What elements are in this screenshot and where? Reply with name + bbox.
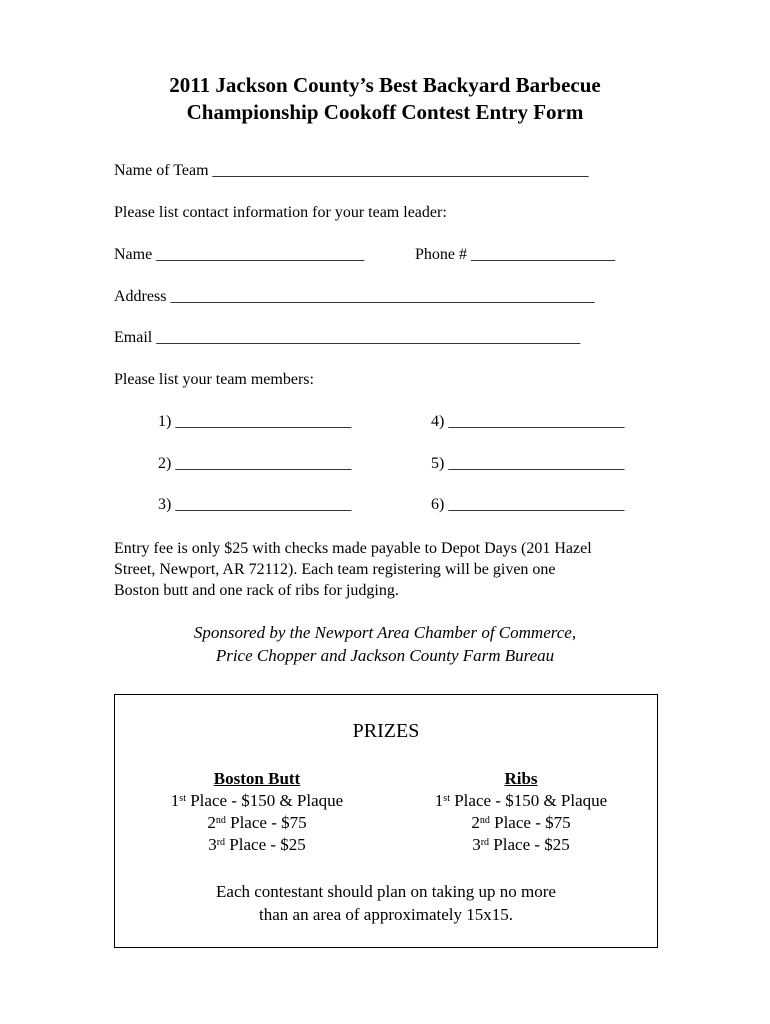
member-number: 3) (158, 496, 172, 513)
prize-place: 1st Place - $150 & Plaque (170, 791, 344, 810)
member-row (158, 413, 351, 431)
team-name-field[interactable]: _______________________________________________ (212, 162, 589, 179)
phone-field[interactable]: __________________ (471, 246, 615, 263)
member-number: 4) (431, 413, 445, 430)
member-number: 6) (431, 496, 445, 513)
member-field[interactable]: ______________________ (448, 455, 625, 472)
sponsor-line-2: Price Chopper and Jackson County Farm Bureau (215, 646, 555, 665)
area-note (115, 880, 657, 926)
phone-row (415, 246, 615, 264)
team-name-label: Name of Team (114, 162, 209, 179)
team-name-row (114, 162, 589, 180)
member-field[interactable]: ______________________ (175, 413, 352, 430)
title-line-1: 2011 Jackson County’s Best Backyard Barbecue (169, 73, 601, 97)
prize-place: 1st Place - $150 & Plaque (434, 791, 608, 810)
fee-line-1: Entry fee is only $25 with checks made payable to Depot Days (201 Hazel (114, 540, 592, 557)
prize-place: 2nd Place - $75 (207, 813, 307, 832)
address-row (114, 288, 594, 306)
member-number: 2) (158, 455, 172, 472)
boston-butt-column (127, 768, 387, 856)
prize-place: 3rd Place - $25 (208, 835, 306, 854)
members-intro: Please list your team members: (114, 371, 314, 388)
sponsor-note (0, 621, 770, 667)
ribs-heading: Ribs (504, 769, 538, 788)
member-field[interactable]: ______________________ (448, 413, 625, 430)
area-note-line-1: Each contestant should plan on taking up no more (216, 882, 556, 901)
prize-place: 3rd Place - $25 (472, 835, 570, 854)
email-row (114, 329, 580, 347)
leader-name-field[interactable]: __________________________ (156, 246, 365, 263)
member-row (158, 455, 351, 473)
member-number: 5) (431, 455, 445, 472)
leader-name-row (114, 246, 364, 264)
address-field[interactable]: _____________________________________________________ (170, 288, 595, 305)
fee-line-2: Street, Newport, AR 72112). Each team registering will be given one (114, 561, 556, 578)
address-label: Address (114, 288, 167, 305)
prizes-box (114, 694, 658, 948)
leader-name-label: Name (114, 246, 153, 263)
sponsor-line-1: Sponsored by the Newport Area Chamber of Commerce, (193, 623, 577, 642)
prize-place: 2nd Place - $75 (471, 813, 571, 832)
boston-butt-heading: Boston Butt (213, 769, 301, 788)
email-field[interactable]: _____________________________________________________ (156, 329, 581, 346)
form-title (0, 72, 770, 126)
member-field[interactable]: ______________________ (175, 496, 352, 513)
member-row (431, 496, 624, 514)
member-field[interactable]: ______________________ (175, 455, 352, 472)
contact-intro: Please list contact information for your team leader: (114, 204, 447, 221)
title-line-2: Championship Cookoff Contest Entry Form (186, 100, 584, 124)
entry-fee-paragraph (114, 538, 654, 601)
phone-label: Phone # (415, 246, 467, 263)
member-row (158, 496, 351, 514)
fee-line-3: Boston butt and one rack of ribs for judging. (114, 582, 399, 599)
member-field[interactable]: ______________________ (448, 496, 625, 513)
member-row (431, 455, 624, 473)
area-note-line-2: than an area of approximately 15x15. (259, 905, 513, 924)
member-row (431, 413, 624, 431)
ribs-column (391, 768, 651, 856)
email-label: Email (114, 329, 153, 346)
member-number: 1) (158, 413, 172, 430)
prizes-title: PRIZES (352, 720, 420, 742)
